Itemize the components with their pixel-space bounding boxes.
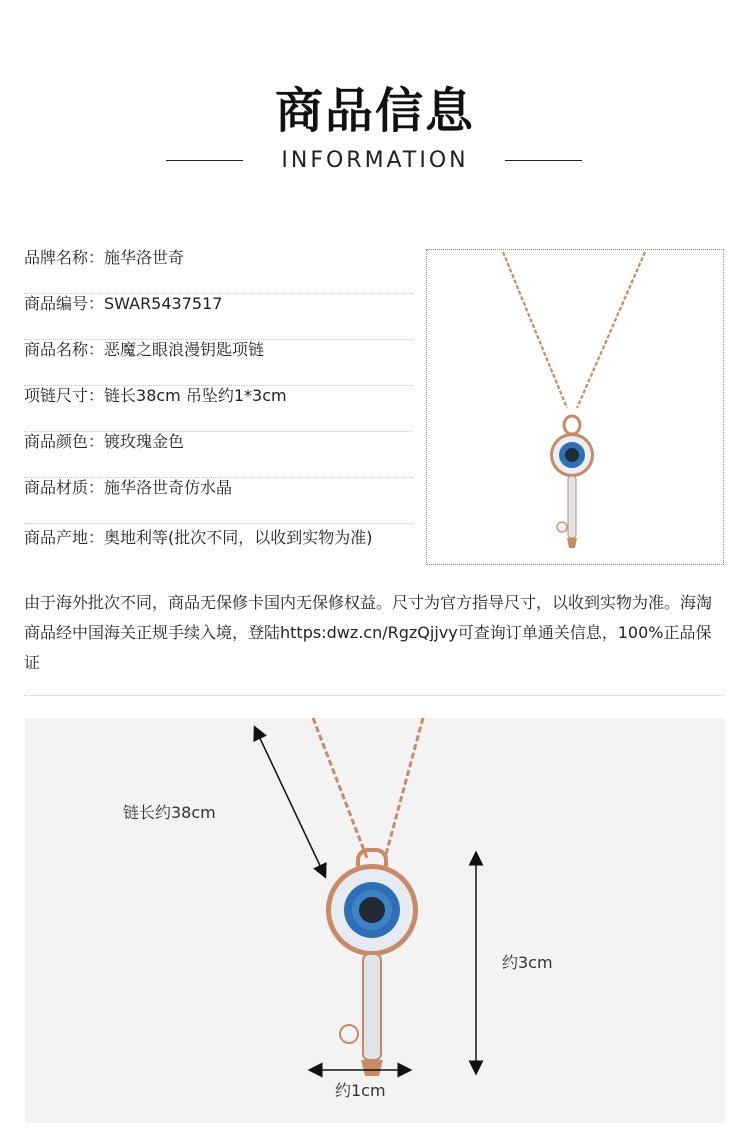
product-image <box>426 249 724 565</box>
spec-row-sku <box>24 294 412 340</box>
spec-row-size <box>24 386 412 432</box>
notice-text: 由于海外批次不同，商品无保修卡国内无保修权益。尺寸为官方指导尺寸，以收到实物为准。海淘商品经中国海关正规手续入境，登陆https:dwz.cn/RgzQjjvy可查询订单通关信息，100%正品保证 <box>24 593 713 672</box>
notice-divider <box>24 695 724 696</box>
necklace-illustration <box>427 250 723 564</box>
page-subtitle: INFORMATION <box>281 148 469 173</box>
spec-row-brand <box>24 248 412 294</box>
dimension-illustration <box>25 718 725 1123</box>
spec-row-color <box>24 432 412 478</box>
spec-value: 施华洛世奇仿水晶 <box>104 478 233 497</box>
page-title: 商品信息 <box>274 83 475 139</box>
chain-length-label: 链长约38cm <box>123 803 216 822</box>
spec-value: 施华洛世奇 <box>104 248 185 267</box>
spec-label: 商品名称： <box>24 340 105 359</box>
spec-value: 奥地利等(批次不同，以收到实物为准) <box>104 528 373 547</box>
spec-value: 镀玫瑰金色 <box>104 432 185 451</box>
spec-label: 商品材质： <box>24 478 105 497</box>
spec-row-name <box>24 340 412 386</box>
title-right-rule <box>505 160 582 161</box>
pendant-height-label: 约3cm <box>502 953 553 972</box>
spec-row-origin <box>24 528 412 574</box>
spec-label: 商品颜色： <box>24 432 105 451</box>
spec-value: 链长38cm 吊坠约1*3cm <box>104 386 287 405</box>
spec-label: 商品产地： <box>24 528 105 547</box>
spec-row-material <box>24 478 412 524</box>
dimension-panel <box>25 718 725 1123</box>
spec-label: 商品编号： <box>24 294 105 313</box>
spec-value: SWAR5437517 <box>104 294 223 313</box>
spec-label: 项链尺寸： <box>24 386 105 405</box>
pendant-width-label: 约1cm <box>335 1081 386 1100</box>
spec-value: 恶魔之眼浪漫钥匙项链 <box>104 340 265 359</box>
spec-label: 品牌名称： <box>24 248 105 267</box>
